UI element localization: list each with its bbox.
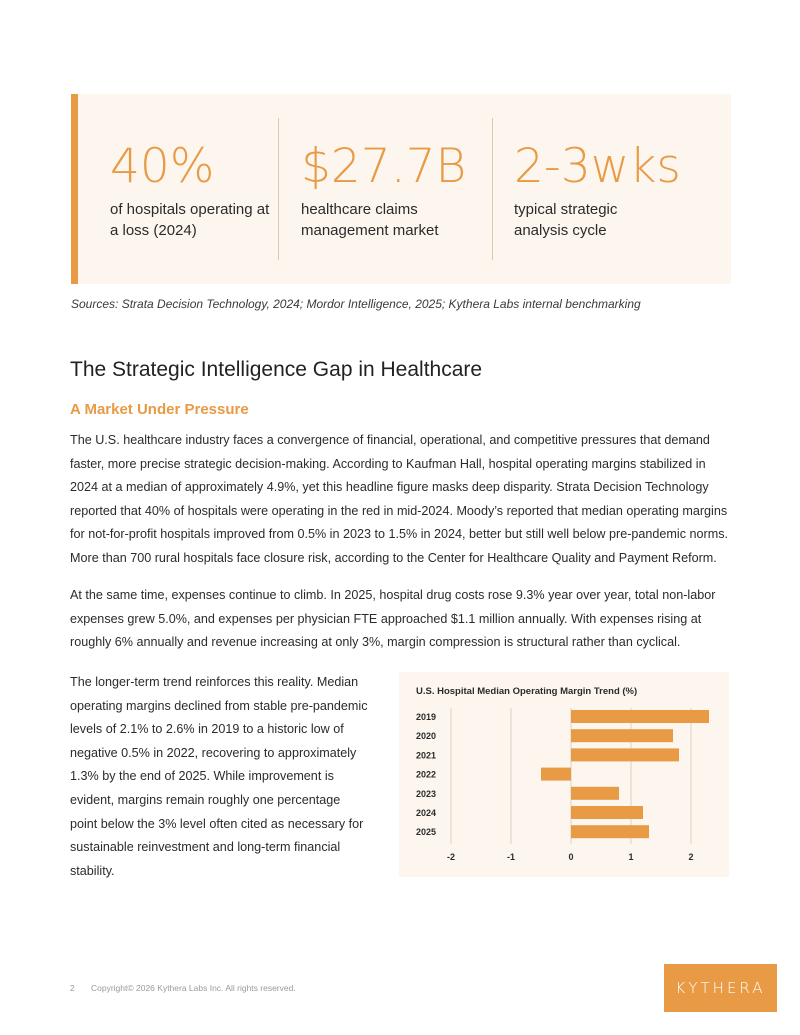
- sources-note: Sources: Strata Decision Technology, 2024; Mordor Intelligence, 2025; Kythera Labs internal benchmarking: [71, 297, 641, 311]
- x-tick-label: 0: [568, 852, 574, 862]
- logo-wordmark: KYTHERA: [675, 979, 766, 997]
- chart-canvas: [399, 672, 729, 877]
- kythera-logo: [664, 964, 777, 1012]
- y-category-label: 2019: [416, 712, 437, 722]
- stat-value: 40%: [110, 139, 215, 194]
- body-paragraph: The U.S. healthcare industry faces a convergence of financial, operational, and competitive pressures that demand faster, more precise strategic decision-making. According to Kaufman Hall, hospital operating margins stabilized in 2024 at a median of approximately 4.9%, yet this headline figure masks deep disparity. Strata Decision Technology reported that 40% of hospitals were operating in the red in mid-2024. Moody’s reported that median operating margins for not-for-profit hospitals improved from 0.5% in 2023 to 1.5% in 2024, better but still well below pre-pandemic norms. More than 700 rural hospitals face closure risk, according to the Center for Healthcare Quality and Payment Reform.: [70, 433, 728, 565]
- stat-label: of hospitals operating at a loss (2024): [110, 201, 270, 239]
- y-category-label: 2021: [416, 750, 437, 761]
- stat-label: healthcare claims management market: [301, 201, 439, 239]
- y-category-label: 2022: [416, 769, 437, 780]
- bar-2019: [571, 710, 709, 723]
- stat-divider: [278, 118, 279, 260]
- bar-2023: [571, 787, 619, 800]
- bar-2024: [571, 806, 643, 819]
- x-tick-label: -1: [506, 852, 516, 862]
- chart-title: U.S. Hospital Median Operating Margin Trend (%): [416, 686, 638, 697]
- y-category-label: 2020: [416, 731, 437, 742]
- stat-divider: [492, 118, 493, 260]
- y-category-label: 2024: [416, 808, 437, 818]
- page-number: 2: [70, 983, 75, 993]
- x-tick-label: 2: [688, 852, 694, 862]
- copyright-notice: Copyright© 2026 Kythera Labs Inc. All rights reserved.: [91, 983, 296, 993]
- margin-trend-chart: [399, 672, 729, 877]
- section-title: The Strategic Intelligence Gap in Healthcare: [70, 358, 483, 381]
- x-tick-label: 1: [628, 852, 634, 862]
- y-category-label: 2025: [416, 827, 437, 838]
- x-tick-label: -2: [446, 852, 456, 862]
- stat-value: $27.7B: [301, 139, 467, 194]
- stats-banner: [71, 94, 731, 284]
- subsection-title: A Market Under Pressure: [70, 401, 249, 418]
- bar-2020: [571, 729, 673, 742]
- accent-bar: [71, 94, 78, 284]
- bar-2025: [571, 825, 649, 838]
- y-category-label: 2023: [416, 788, 437, 799]
- bar-2022: [541, 768, 571, 781]
- stat-label: typical strategic analysis cycle: [514, 201, 618, 239]
- body-paragraph: The longer-term trend reinforces this reality. Median operating margins declined from stable pre-pandemic levels of 2.1% to 2.6% in 2019 to a historic low of negative 0.5% in 2022, recovering to approximately 1.3% by the end of 2025. While improvement is evident, margins remain roughly one percentage point below the 3% level often cited as necessary for sustainable reinvestment and long-term financial stability.: [70, 675, 368, 878]
- body-paragraph: At the same time, expenses continue to climb. In 2025, hospital drug costs rose 9.3% year over year, total non-labor expenses grew 5.0%, and expenses per physician FTE approached $1.1 million annually. With expenses rising at roughly 6% annually and revenue increasing at only 3%, margin compression is structural rather than cyclical.: [70, 588, 716, 650]
- stat-value: 2-3wks: [514, 139, 681, 194]
- bar-2021: [571, 748, 679, 761]
